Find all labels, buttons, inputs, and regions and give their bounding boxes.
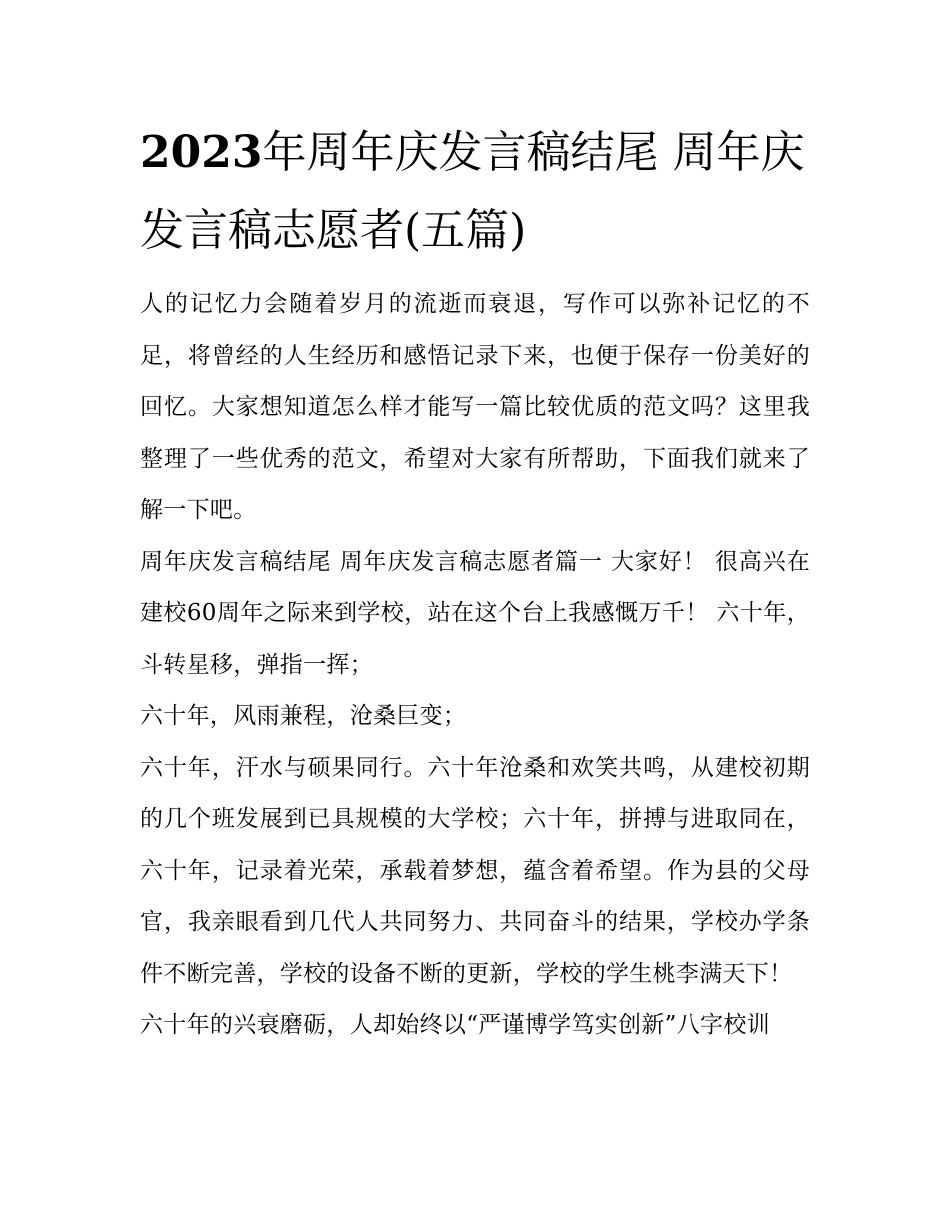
paragraph-intro: 人的记忆力会随着岁月的流逝而衰退，写作可以弥补记忆的不足，将曾经的人生经历和感悟记录下来，也便于保存一份美好的回忆。大家想知道怎么样才能写一篇比较优质的范文吗？这里我整理了一些优秀的范文，希望对大家有所帮助，下面我们就来了解一下吧。 [140, 291, 810, 523]
paragraph-section-one: 周年庆发言稿结尾 周年庆发言稿志愿者篇一 大家好！ 很高兴在建校60周年之际来到学校，站在这个台上我感慨万千！ 六十年，斗转星移，弹指一挥； [140, 548, 810, 678]
title-text: 年周年庆发言稿结尾 周年庆发言稿志愿者(五篇) [140, 127, 805, 256]
document-title [140, 114, 830, 270]
paragraph-motto: 六十年的兴衰磨砺，人却始终以“严谨博学笃实创新”八字校训 [140, 1012, 770, 1038]
title-year: 2023 [140, 127, 263, 178]
document-body [140, 279, 810, 1052]
paragraph-line: 六十年，风雨兼程，沧桑巨变； [140, 703, 467, 729]
paragraph-body: 六十年，汗水与硕果同行。六十年沧桑和欢笑共鸣，从建校初期的几个班发展到已具规模的大学校；六十年，拼搏与进取同在，六十年，记录着光荣，承载着梦想，蕴含着希望。作为县的父母官，我亲眼看到几代人共同努力、共同奋斗的结果，学校办学条件不断完善，学校的设备不断的更新，学校的学生桃李满天下！ [140, 754, 810, 987]
